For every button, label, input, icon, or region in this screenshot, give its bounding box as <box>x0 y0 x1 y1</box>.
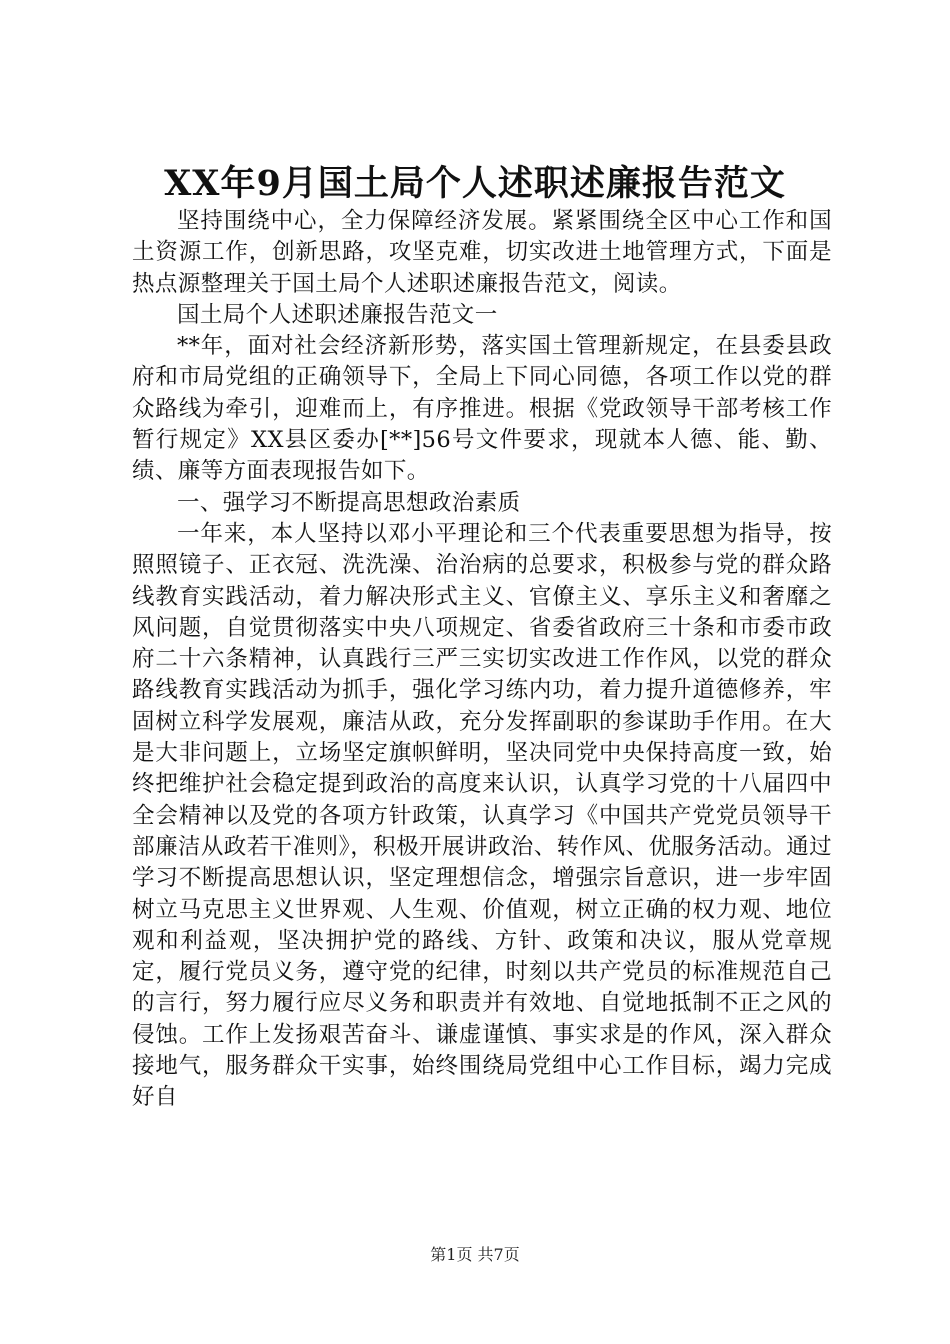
document-title: XX年9月国土局个人述职述廉报告范文 <box>164 163 786 204</box>
body-paragraph: 一年来，本人坚持以邓小平理论和三个代表重要思想为指导，按照照镜子、正衣冠、洗洗澡、治治病的总要求，积极参与党的群众路线教育实践活动，着力解决形式主义、官僚主义、享乐主义和奢靡之风问题，自觉贯彻落实中央八项规定、省委省政府三十条和市委市政府二十六条精神，认真践行三严三实切实改进工作作风，以党的群众路线教育实践活动为抓手，强化学习练内功，着力提升道德修养，牢固树立科学发展观，廉洁从政，充分发挥副职的参谋助手作用。在大是大非问题上，立场坚定旗帜鲜明，坚决同党中央保持高度一致，始终把维护社会稳定提到政治的高度来认识，认真学习党的十八届四中全会精神以及党的各项方针政策，认真学习《中国共产党党员领导干部廉洁从政若干准则》，积极开展讲政治、转作风、优服务活动。通过学习不断提高思想认识，坚定理想信念，增强宗旨意识，进一步牢固树立马克思主义世界观、人生观、价值观，树立正确的权力观、地位观和利益观，坚决拥护党的路线、方针、政策和决议，服从党章规定，履行党员义务，遵守党的纪律，时刻以共产党员的标准规范自己的言行，努力履行应尽义务和职责并有效地、自觉地抵制不正之风的侵蚀。工作上发扬艰苦奋斗、谦虚谨慎、事实求是的作风，深入群众接地气，服务群众干实事，始终围绕局党组中心工作目标，竭力完成好自 <box>132 520 832 1111</box>
section-heading: 国土局个人述职述廉报告范文一 <box>177 301 498 328</box>
intro-paragraph: 坚持围绕中心，全力保障经济发展。紧紧围绕全区中心工作和国土资源工作，创新思路，攻坚克难，切实改进土地管理方式，下面是热点源整理关于国土局个人述职述廉报告范文，阅读。 <box>132 208 832 297</box>
document-body <box>132 206 832 1114</box>
page-number: 第1页 共7页 <box>430 1245 520 1264</box>
body-paragraph: **年，面对社会经济新形势，落实国土管理新规定，在县委县政府和市局党组的正确领导下，全局上下同心同德，各项工作以党的群众路线为牵引，迎难而上，有序推进。根据《党政领导干部考核工作暂行规定》XX县区委办[**]56号文件要求，现就本人德、能、勤、绩、廉等方面表现报告如下。 <box>132 333 832 485</box>
subsection-heading: 一、强学习不断提高思想政治素质 <box>177 489 521 516</box>
